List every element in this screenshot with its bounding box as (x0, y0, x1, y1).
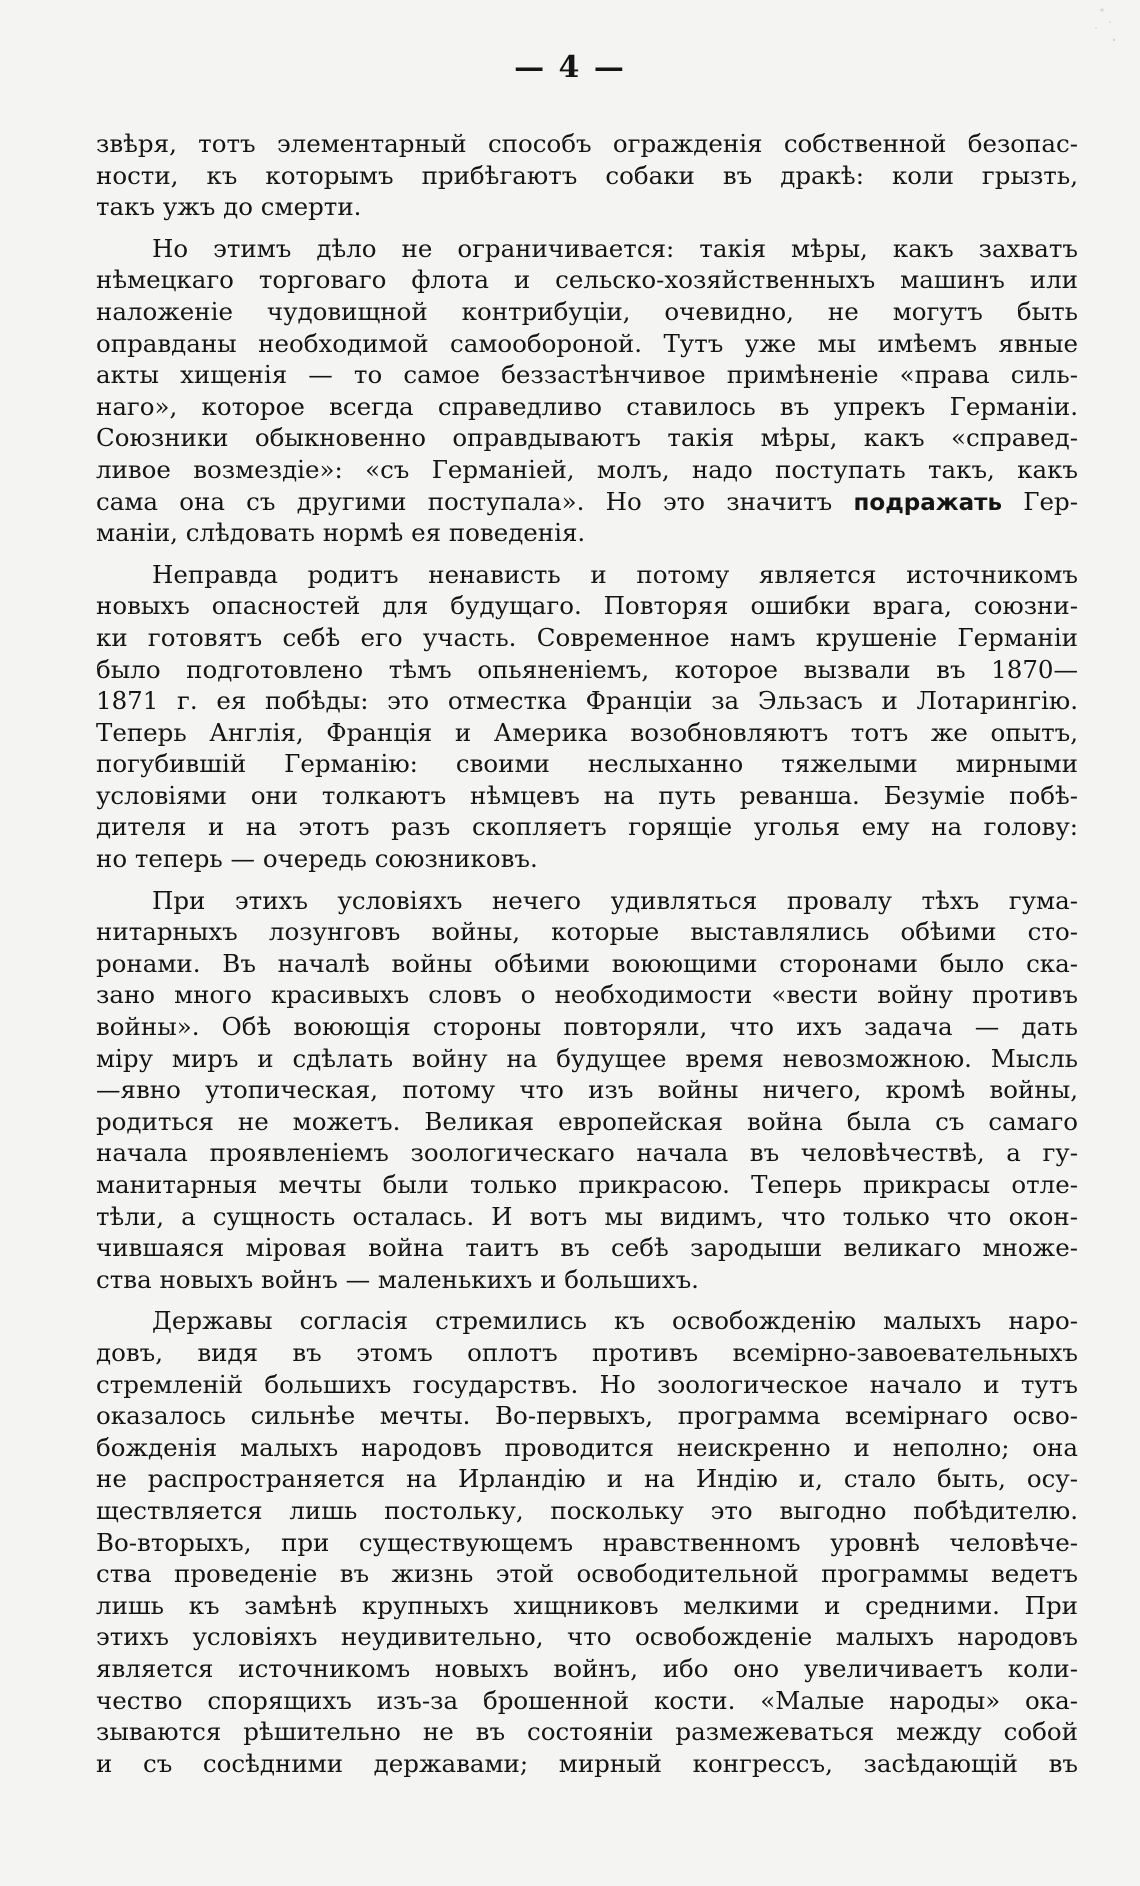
text-line: божденія малыхъ народовъ проводится неискренно и неполно; она (96, 1432, 1078, 1462)
text-line: было подготовлено тѣмъ опьяненіемъ, которое вызвали въ 1870— (96, 654, 1078, 684)
page-number: — 4 — (514, 50, 626, 85)
text-line: родиться не можетъ. Великая европейская война была съ самаго (96, 1106, 1078, 1136)
text-line: нѣмецкаго торговаго флота и сельско-хозяйственныхъ машинъ или (96, 265, 1078, 295)
text-line: Но этимъ дѣло не ограничивается: такія мѣры, какъ захватъ (152, 233, 1078, 263)
text-line: но теперь — очередь союзниковъ. (96, 844, 538, 874)
text-line: акты хищенія — то самое беззастѣнчивое примѣненіе «права силь- (96, 360, 1078, 390)
paragraph (96, 885, 1078, 1296)
paragraph (96, 233, 1078, 549)
emphasized-word: подражать (853, 489, 1003, 516)
text-line: довъ, видя въ этомъ оплотъ противъ всеміpно-завоевательныхъ (96, 1337, 1078, 1367)
text-line: ки готовятъ себѣ его участь. Современное намъ крушеніе Германіи (96, 622, 1078, 652)
text-line: міру миръ и сдѣлать войну на будущее время невозможною. Мысль (96, 1043, 1078, 1073)
text-line: —явно утопическая, потому что изъ войны ничего, кромѣ войны, (96, 1075, 1078, 1105)
text-line: оказалось сильнѣе мечты. Во-первыхъ, программа всемірнаго осво- (96, 1401, 1078, 1431)
paragraph (96, 128, 1078, 223)
text-line: начала проявленіемъ зоологическаго начала въ человѣчествѣ, а гу- (96, 1138, 1078, 1168)
text-line: маніи, слѣдовать нормѣ ея поведенія. (96, 518, 586, 548)
text-line: чество спорящихъ изъ-за брошенной кости. «Малые народы» ока- (96, 1685, 1078, 1715)
text-line: 1871 г. ея побѣды: это отместка Франціи за Эльзасъ и Лотарингію. (96, 686, 1078, 716)
text-line: является источникомъ новыхъ войнъ, ибо оно увеличиваетъ коли- (96, 1653, 1078, 1683)
text-line: ства проведеніе въ жизнь этой освободительной программы ведетъ (96, 1559, 1078, 1589)
text-segment: Гер- (1002, 486, 1078, 516)
text-line: ства новыхъ войнъ — маленькихъ и большихъ. (96, 1264, 699, 1294)
text-line: чившаяся міровая война таитъ въ себѣ зародыши великаго множе- (96, 1233, 1078, 1263)
text-line: ществляется лишь постольку, поскольку это выгодно побѣдителю. (96, 1495, 1078, 1525)
text-line: этихъ условіяхъ неудивительно, что освобожденіе малыхъ народовъ (96, 1622, 1078, 1652)
text-line: наго», которое всегда справедливо ставилось въ упрекъ Германіи. (96, 391, 1078, 421)
text-line: тѣли, а сущность осталась. И вотъ мы видимъ, что только что окон- (96, 1201, 1078, 1231)
text-line: стремленій большихъ государствъ. Но зоологическое начало и тутъ (96, 1369, 1078, 1399)
text-line: такъ ужъ до смерти. (96, 192, 362, 222)
scan-noise-mark (1052, 0, 1122, 60)
text-line: звѣря, тотъ элементарный способъ огражденія собственной безопас- (96, 129, 1078, 158)
text-line: Во-вторыхъ, при существующемъ нравственномъ уровнѣ человѣче- (96, 1527, 1078, 1557)
text-line (96, 486, 1078, 518)
text-line: ливое возмездіе»: «съ Германіей, молъ, надо поступать такъ, какъ (96, 454, 1078, 484)
text-line: Державы согласія стремились къ освобожденію малыхъ наро- (152, 1306, 1078, 1336)
text-line: дителя и на этотъ разъ скопляетъ горящіе уголья ему на голову: (96, 812, 1078, 842)
text-line: Неправда родитъ ненависть и потому является источникомъ (152, 559, 1078, 589)
text-line: погубившій Германію: своими неслыханно тяжелыми мирными (96, 749, 1078, 779)
text-line: нитарныхъ лозунговъ войны, которые выставлялись обѣими сто- (96, 917, 1078, 947)
text-line: лишь къ замѣнѣ крупныхъ хищниковъ мелкими и средними. При (96, 1590, 1078, 1620)
text-line: ности, къ которымъ прибѣгаютъ собаки въ дракѣ: коли грызть, (96, 160, 1078, 190)
text-line: наложеніе чудовищной контрибуціи, очевидно, не могутъ быть (96, 296, 1078, 326)
text-line: не распространяется на Ирландію и на Индію и, стало быть, осу- (96, 1464, 1078, 1494)
paragraph (96, 559, 1078, 875)
text-line: войны». Обѣ воюющія стороны повторяли, что ихъ задача — дать (96, 1012, 1078, 1042)
text-line: ронами. Въ началѣ войны обѣими воюющими сторонами было ска- (96, 948, 1078, 978)
text-line: оправданы необходимой самообороной. Тутъ уже мы имѣемъ явные (96, 328, 1078, 358)
text-line: и съ сосѣдними державами; мирный конгрессъ, засѣдающій въ (96, 1748, 1078, 1778)
text-line: Теперь Англія, Франція и Америка возобновляютъ тотъ же опытъ, (96, 717, 1078, 747)
document-body (96, 128, 1078, 1789)
text-line: новыхъ опасностей для будущаго. Повторяя ошибки врага, союзни- (96, 591, 1078, 621)
text-line: условіями они толкаютъ нѣмцевъ на путь реванша. Безуміе побѣ- (96, 780, 1078, 810)
text-line: зано много красивыхъ словъ о необходимости «вести войну противъ (96, 980, 1078, 1010)
text-segment: сама она съ другими поступала». Но это значитъ (96, 486, 854, 516)
text-line: При этихъ условіяхъ нечего удивляться провалу тѣхъ гума- (152, 885, 1078, 915)
text-line: зываются рѣшительно не въ состояніи размежеваться между собой (96, 1717, 1078, 1747)
paragraph (96, 1305, 1078, 1779)
text-line: манитарныя мечты были только прикрасою. Теперь прикрасы отле- (96, 1170, 1078, 1199)
text-line: Союзники обыкновенно оправдываютъ такія мѣры, какъ «справед- (96, 423, 1078, 453)
